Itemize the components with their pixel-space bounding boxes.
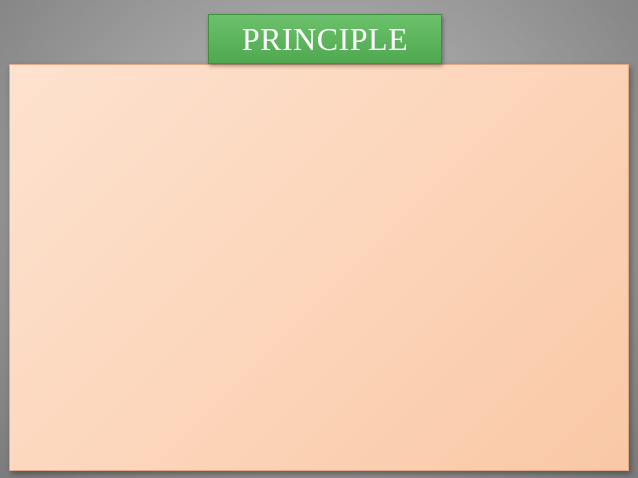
slide-title: PRINCIPLE — [241, 21, 409, 57]
title-box — [208, 14, 442, 64]
content-panel — [9, 64, 629, 471]
